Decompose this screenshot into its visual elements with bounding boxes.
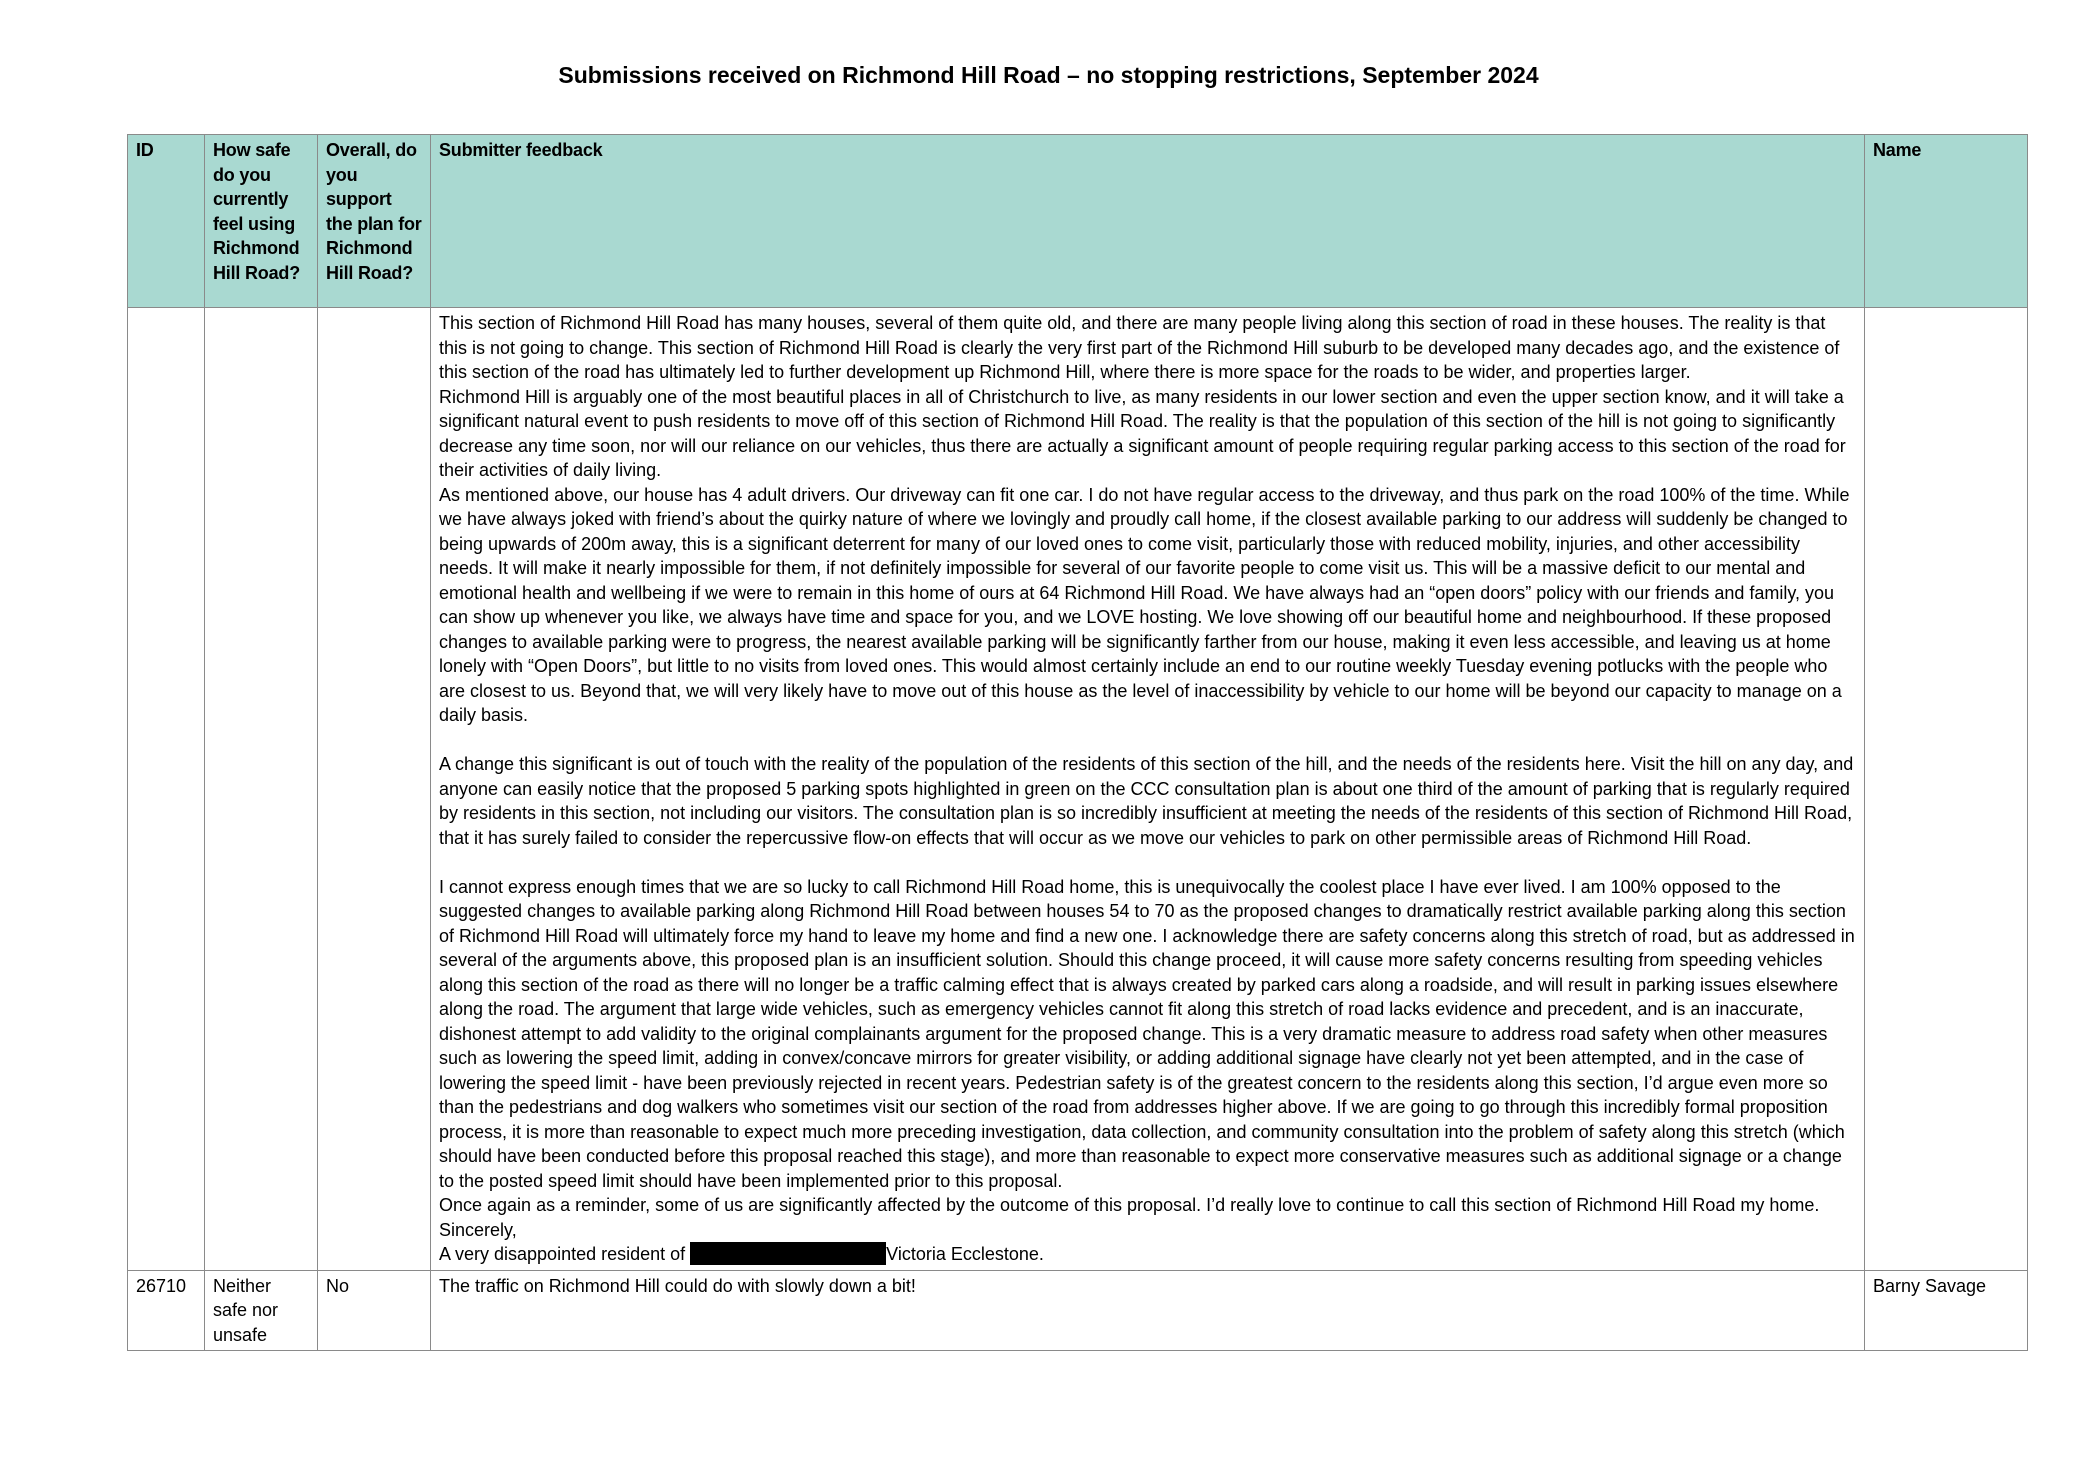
signature-prefix: A very disappointed resident of [439, 1244, 691, 1264]
cell-safety [205, 308, 318, 1271]
feedback-paragraph: A change this significant is out of touch with the reality of the population of the residents of this section of the hill, and the needs of the residents here. Visit the hill on any day, and anyone can easily notice that the proposed 5 parking spots highlighted in green on the CCC consultation plan is about one third of the amount of parking that is regularly required by residents in this section, not including our visitors. The consultation plan is so incredibly insufficient at meeting the needs of the residents of this section of Richmond Hill Road, that it has surely failed to consider the repercussive flow-on effects that will occur as we move our vehicles to park on other permissible areas of Richmond Hill Road. [439, 754, 1854, 848]
paragraph-gap [439, 850, 1858, 875]
table-row [128, 1270, 2028, 1351]
feedback-paragraph: Once again as a reminder, some of us are significantly affected by the outcome of this proposal. I’d really love to continue to call this section of Richmond Hill Road my home. [439, 1195, 1820, 1215]
header-safety: How safe do you currently feel using Richmond Hill Road? [205, 135, 318, 308]
cell-id: 26710 [128, 1270, 205, 1351]
cell-safety: Neither safe nor unsafe [205, 1270, 318, 1351]
header-id: ID [128, 135, 205, 308]
header-row [128, 135, 2028, 308]
cell-name [1865, 308, 2028, 1271]
cell-feedback: The traffic on Richmond Hill could do with slowly down a bit! [431, 1270, 1865, 1351]
cell-support: No [318, 1270, 431, 1351]
feedback-paragraph: This section of Richmond Hill Road has many houses, several of them quite old, and there are many people living along this section of road in these houses. The reality is that this is not going to change. This section of Richmond Hill Road is clearly the very first part of the Richmond Hill suburb to be developed many decades ago, and the existence of this section of the road has ultimately led to further development up Richmond Hill, where there is more space for the roads to be wider, and properties larger. [439, 313, 1840, 382]
cell-feedback [431, 308, 1865, 1271]
feedback-paragraph: Sincerely, [439, 1219, 517, 1240]
redaction-block [690, 1242, 886, 1265]
signature-name: Victoria Ecclestone. [886, 1244, 1044, 1264]
table-row [128, 308, 2028, 1271]
cell-support [318, 308, 431, 1271]
header-feedback: Submitter feedback [431, 135, 1865, 308]
header-name: Name [1865, 135, 2028, 308]
cell-name: Barny Savage [1865, 1270, 2028, 1351]
cell-id [128, 308, 205, 1271]
feedback-paragraph: Richmond Hill is arguably one of the most beautiful places in all of Christchurch to live, as many residents in our lower section and even the upper section know, and it will take a significant natural event to push residents to move off of this section of Richmond Hill Road. The reality is that the population of this section of the hill is not going to significantly decrease any time soon, nor will our reliance on our vehicles, thus there are actually a significant amount of people requiring regular parking access to this section of the road for their activities of daily living. [439, 386, 1846, 480]
feedback-paragraph: I cannot express enough times that we are so lucky to call Richmond Hill Road home, this is unequivocally the coolest place I have ever lived. I am 100% opposed to the suggested changes to available parking along Richmond Hill Road between houses 54 to 70 as the proposed changes to dramatically restrict available parking along this section of Richmond Hill Road will ultimately force my hand to leave my home and find a new one. I acknowledge there are safety concerns along this stretch of road, but as addressed in several of the arguments above, this proposed plan is an insufficient solution. Should this change proceed, it will cause more safety concerns resulting from speeding vehicles along this section of the road as there will no longer be a traffic calming effect that is always created by parked cars along a roadside, and will result in parking issues elsewhere along the road. The argument that large wide vehicles, such as emergency vehicles cannot fit along this stretch of road lacks evidence and precedent, and is an inaccurate, dishonest attempt to add validity to the original complainants argument for the proposed change. This is a very dramatic measure to address road safety when other measures such as lowering the speed limit, adding in convex/concave mirrors for greater visibility, or adding additional signage have clearly not yet been attempted, and in the case of lowering the speed limit - have been previously rejected in recent years. Pedestrian safety is of the greatest concern to the residents along this section, I’d argue even more so than the pedestrians and dog walkers who sometimes visit our section of the road from addresses higher above. If we are going to go through this incredibly formal proposition process, it is more than reasonable to expect much more preceding investigation, data collection, and community consultation into the problem of safety along this stretch (which should have been conducted before this proposal reached this stage), and more than reasonable to expect more conservative measures such as additional signage or a change to the posted speed limit should have been implemented prior to this proposal. [439, 876, 1855, 1191]
header-support: Overall, do you support the plan for Richmond Hill Road? [318, 135, 431, 308]
paragraph-gap [439, 728, 1858, 753]
feedback-signature [439, 1242, 1858, 1267]
submissions-table [127, 134, 2028, 1351]
feedback-paragraph: As mentioned above, our house has 4 adult drivers. Our driveway can fit one car. I do not have regular access to the driveway, and thus park on the road 100% of the time. While we have always joked with friend’s about the quirky nature of where we lovingly and proudly call home, if the closest available parking to our address will suddenly be changed to being upwards of 200m away, this is a significant deterrent for many of our loved ones to come visit, particularly those with reduced mobility, injuries, and other accessibility needs. It will make it nearly impossible for them, if not definitely impossible for several of our favorite people to come visit us. This will be a massive deficit to our mental and emotional health and wellbeing if we were to remain in this home of ours at 64 Richmond Hill Road. We have always had an “open doors” policy with our friends and family, you can show up whenever you like, we always have time and space for you, and we LOVE hosting. We love showing off our beautiful home and neighbourhood. If these proposed changes to available parking were to progress, the nearest available parking will be significantly farther from our house, making it even less accessible, and leaving us at home lonely with “Open Doors”, but little to no visits from loved ones. This would almost certainly include an end to our routine weekly Tuesday evening potlucks with the people who are closest to us. Beyond that, we will very likely have to move out of this house as the level of inaccessibility by vehicle to our home will be beyond our capacity to manage on a daily basis. [439, 484, 1850, 725]
page-title: Submissions received on Richmond Hill Road – no stopping restrictions, September 2024 [558, 62, 1539, 88]
